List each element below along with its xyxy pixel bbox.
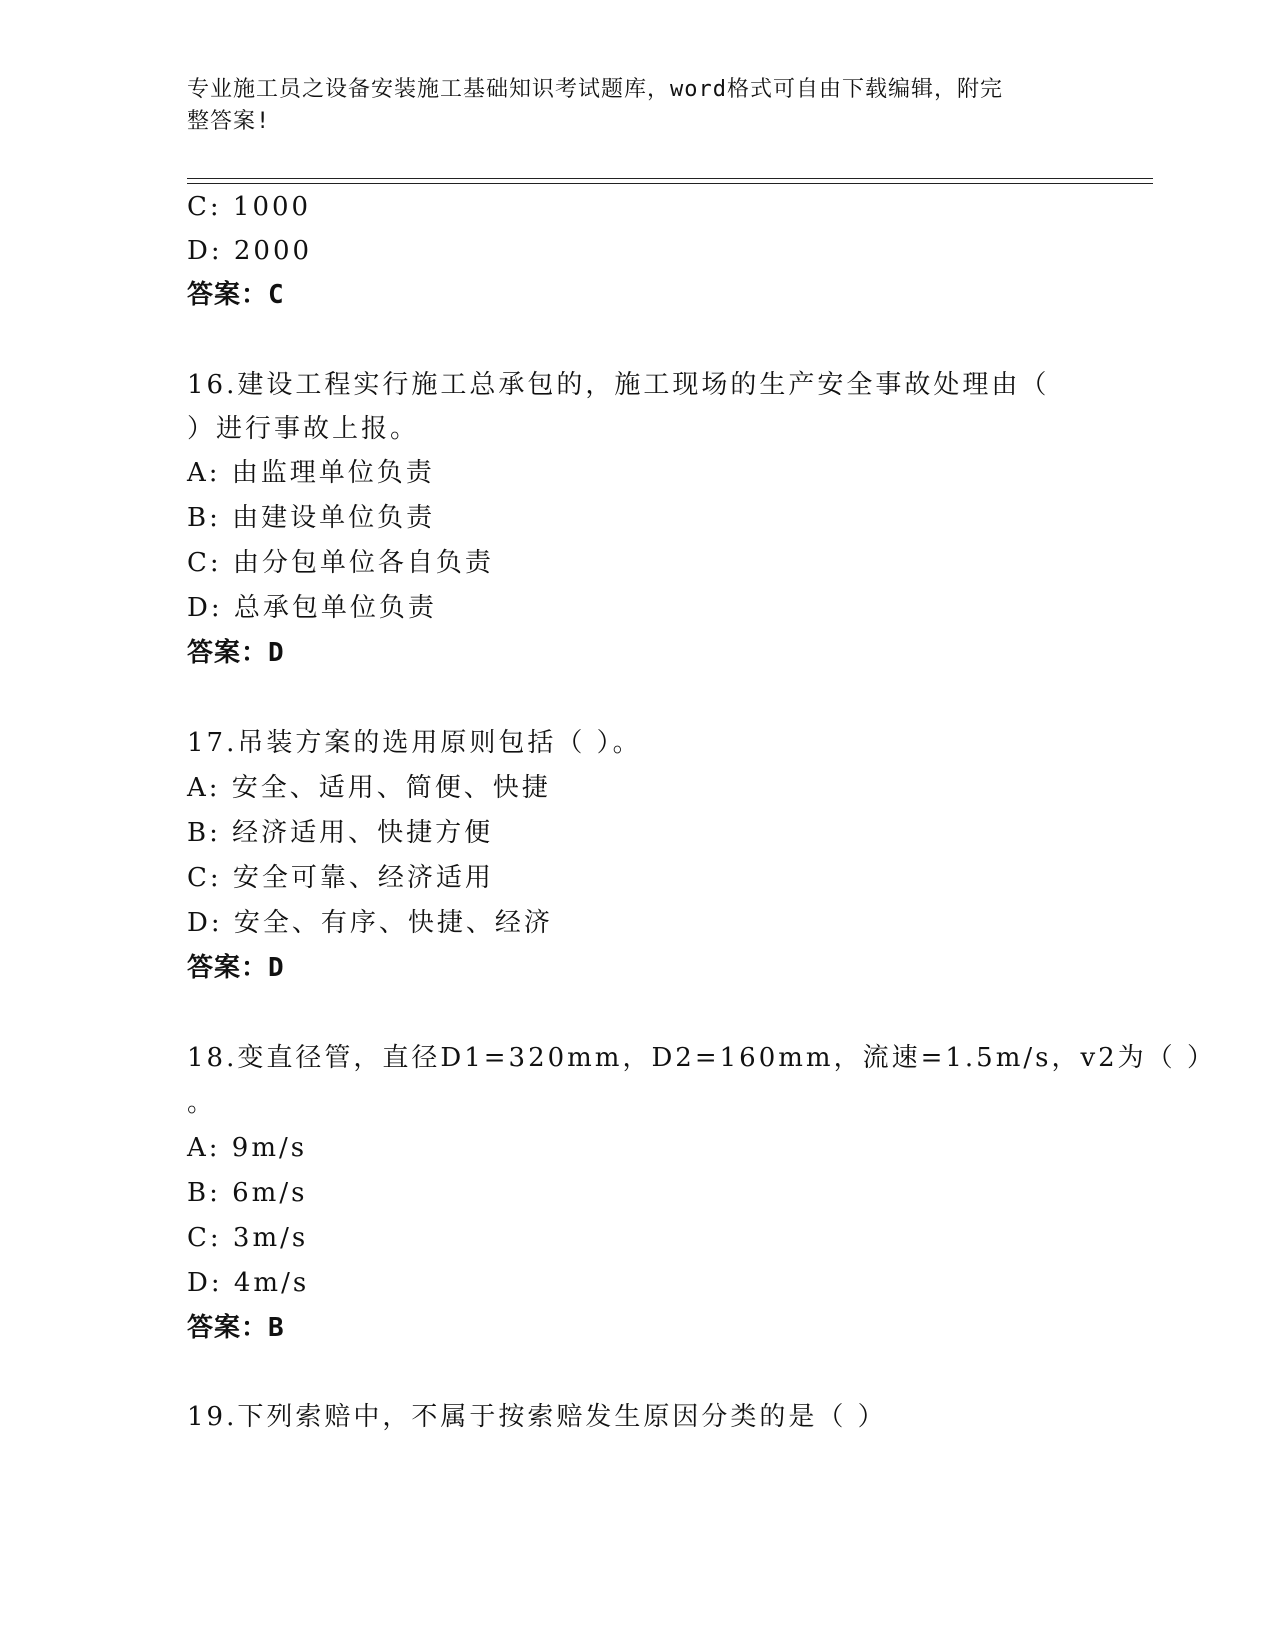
q17-option-d: D: 安全、有序、快捷、经济 [187, 908, 553, 938]
q16-option-b: B: 由建设单位负责 [187, 503, 436, 533]
q19-stem-line-1: 19.下列索赔中，不属于按索赔发生原因分类的是（ ） [187, 1402, 887, 1432]
header-line-2: 整答案! [187, 109, 271, 134]
q18-option-d: D: 4m/s [187, 1268, 310, 1298]
q17-option-b: B: 经济适用、快捷方便 [187, 818, 494, 848]
q18-option-b: B: 6m/s [187, 1178, 308, 1208]
q18-option-c: C: 3m/s [187, 1223, 309, 1253]
q17-option-c: C: 安全可靠、经济适用 [187, 863, 494, 893]
q16-stem-line-2: ）进行事故上报。 [187, 414, 420, 444]
header-line-1: 专业施工员之设备安装施工基础知识考试题库，word格式可自由下载编辑，附完 [187, 77, 1003, 102]
prev-option-c: C: 1000 [187, 192, 312, 222]
q18-stem-line-1: 18.变直径管，直径D1=320mm，D2=160mm，流速=1.5m/s，v2为（ ） [187, 1043, 1216, 1073]
header-divider-bottom [187, 183, 1153, 184]
q16-option-a: A: 由监理单位负责 [187, 458, 435, 488]
q17-stem-line-1: 17.吊装方案的选用原则包括（ ）。 [187, 728, 642, 758]
prev-answer: 答案：C [187, 280, 285, 310]
prev-option-d: D: 2000 [187, 236, 313, 266]
q18-stem-line-2: 。 [187, 1088, 217, 1118]
q17-answer: 答案：D [187, 953, 285, 983]
document-header [187, 74, 1067, 138]
q16-stem-line-1: 16.建设工程实行施工总承包的，施工现场的生产安全事故处理由（ [187, 370, 1050, 400]
q16-option-c: C: 由分包单位各自负责 [187, 548, 494, 578]
q18-answer: 答案：B [187, 1313, 285, 1343]
q18-option-a: A: 9m/s [187, 1133, 308, 1163]
q17-option-a: A: 安全、适用、简便、快捷 [187, 773, 551, 803]
q16-option-d: D: 总承包单位负责 [187, 593, 437, 623]
q16-answer: 答案：D [187, 638, 285, 668]
header-divider-top [187, 178, 1153, 179]
